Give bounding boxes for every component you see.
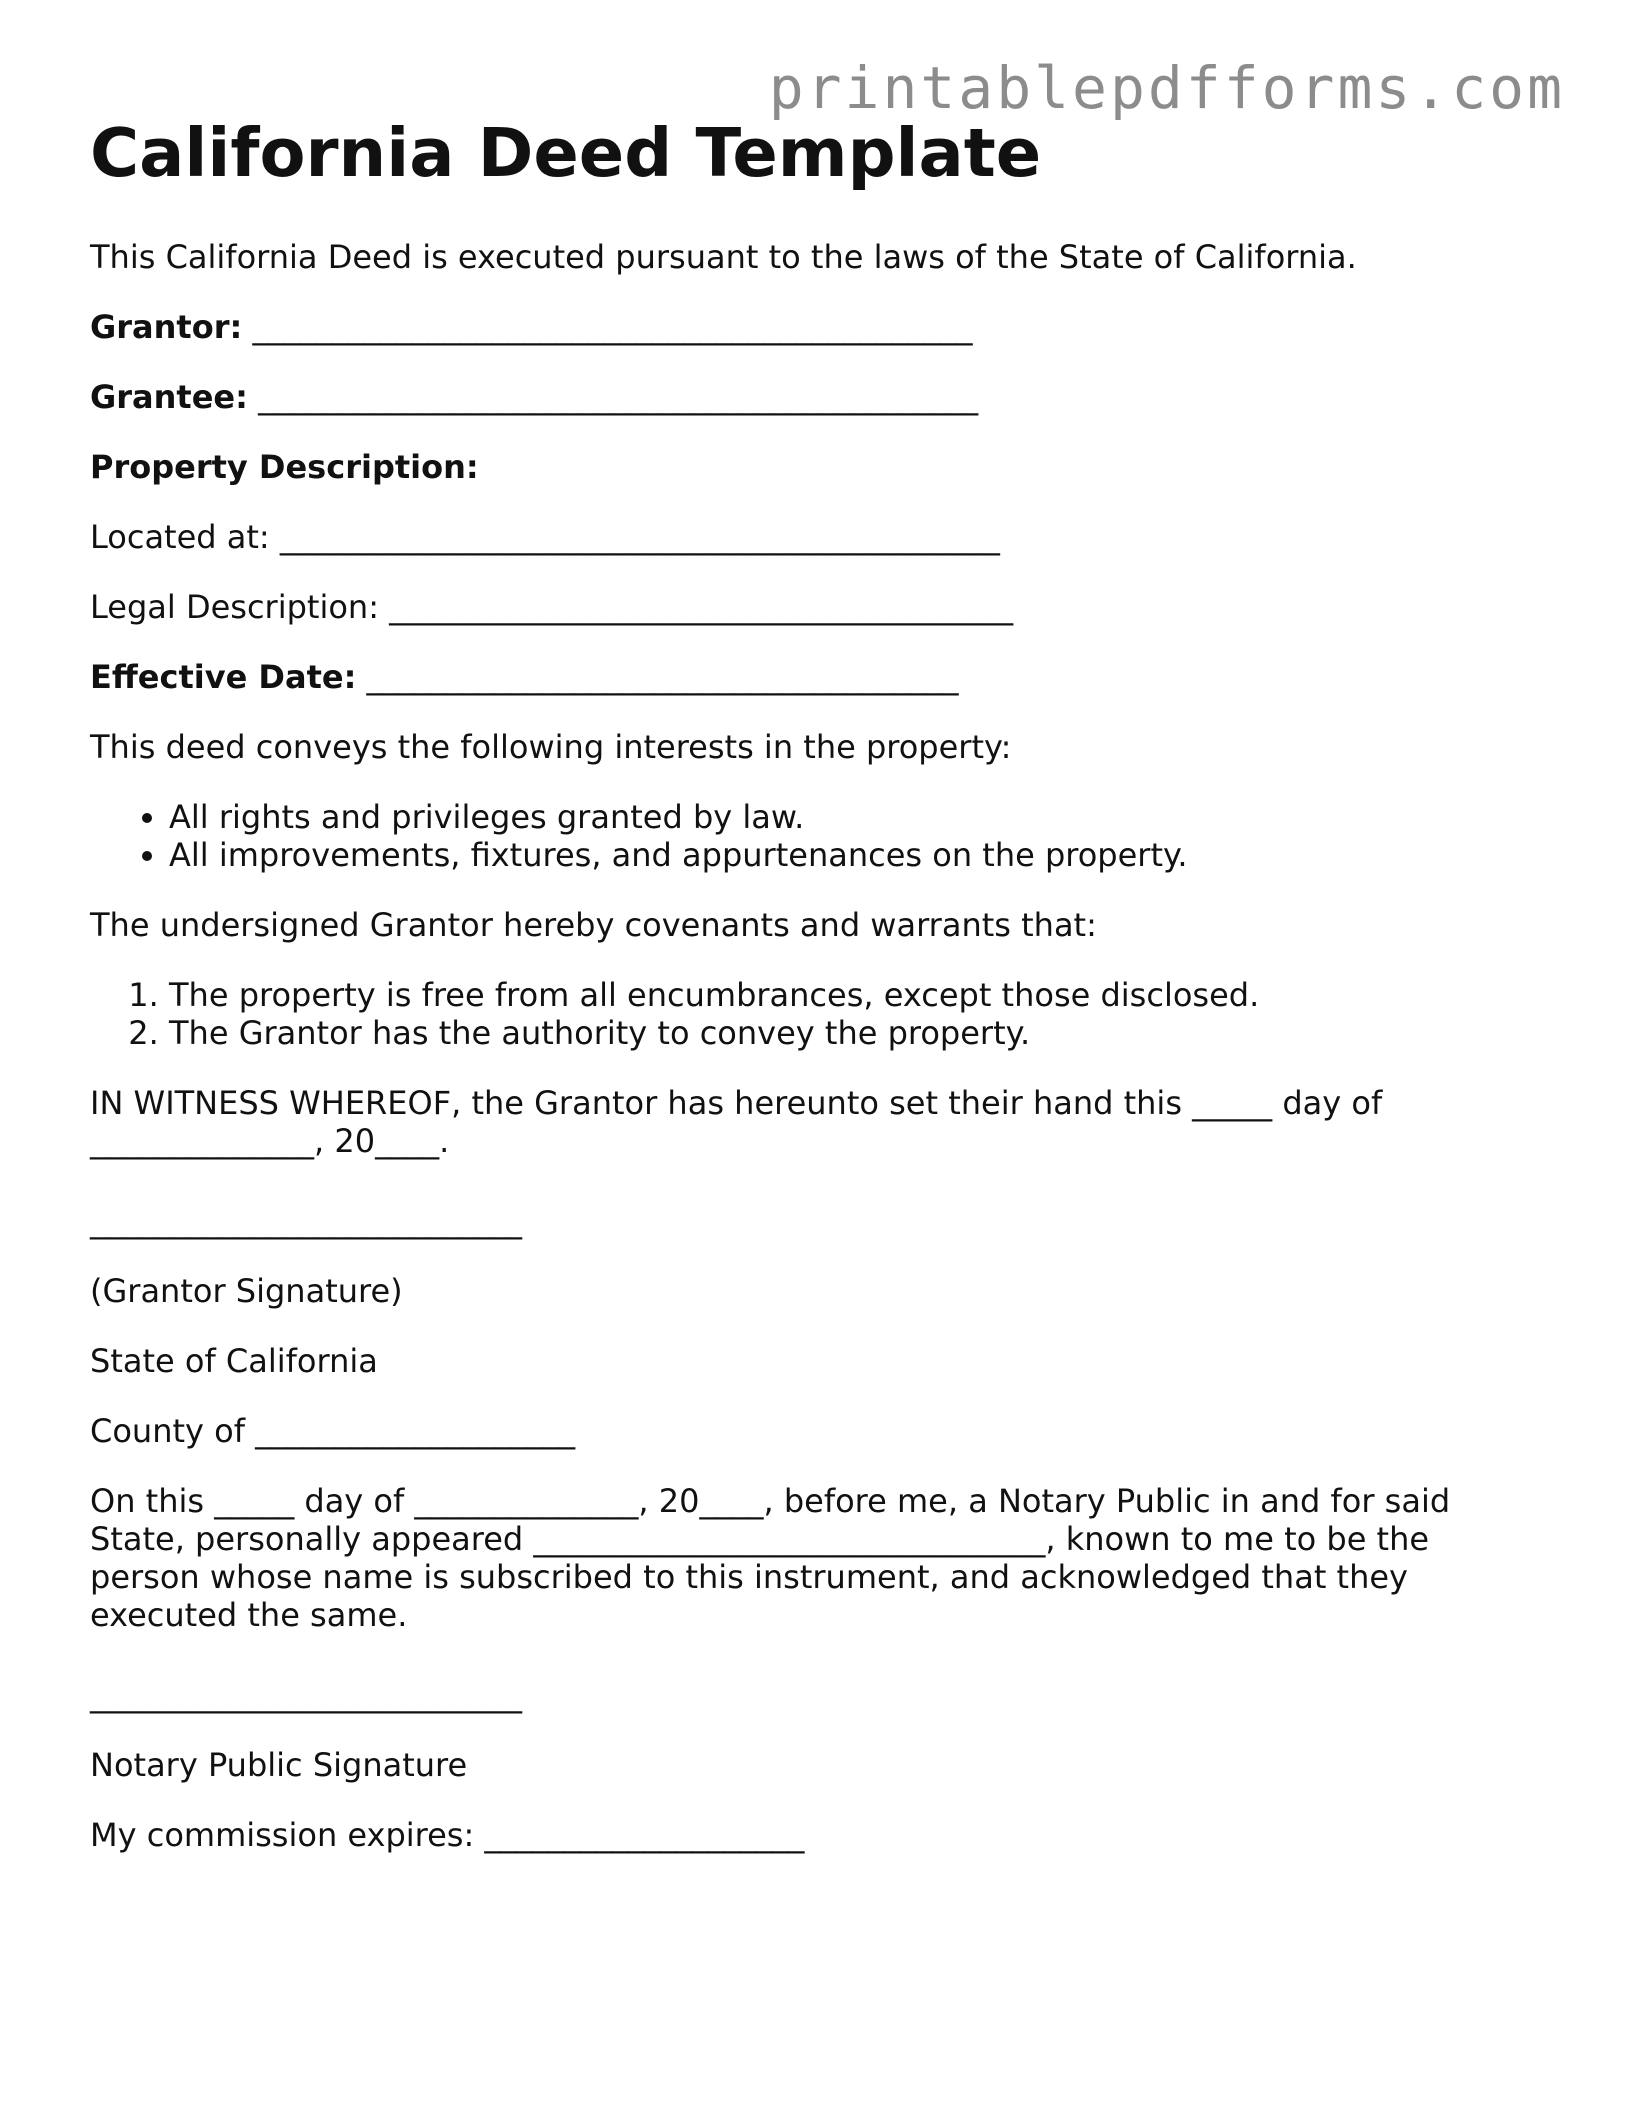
- effective-date-label: Effective Date:: [90, 658, 357, 696]
- located-at-blank: _____________________________________________: [279, 518, 1000, 556]
- witness-paragraph: IN WITNESS WHEREOF, the Grantor has hereunto set their hand this _____ day of ______________, 20____.: [90, 1084, 1383, 1160]
- commission-expires-field: My commission expires: ____________________: [90, 1816, 805, 1854]
- list-item: • All improvements, fixtures, and appurtenances on the property.: [169, 836, 1550, 874]
- located-at-label: Located at:: [90, 518, 270, 556]
- conveys-text: This deed conveys the following interests in the property:: [90, 728, 1012, 766]
- covenant-text: The undersigned Grantor hereby covenants and warrants that:: [90, 906, 1097, 944]
- notary-signature-line: ___________________________: [90, 1676, 522, 1714]
- list-item: • All rights and privileges granted by law.: [169, 798, 1550, 836]
- interests-list: [90, 798, 1550, 874]
- grantor-blank: _____________________________________________: [252, 308, 973, 346]
- grantee-blank: _____________________________________________: [258, 378, 979, 416]
- watermark: printablepdfforms.com: [768, 54, 1565, 122]
- legal-description-blank: _______________________________________: [389, 588, 1014, 626]
- grantee-label: Grantee:: [90, 378, 248, 416]
- list-item: 1. The property is free from all encumbrances, except those disclosed.: [169, 976, 1550, 1014]
- grantor-signature-label: (Grantor Signature): [90, 1272, 403, 1310]
- covenants-list: [90, 976, 1550, 1052]
- notary-paragraph: On this _____ day of ______________, 20____, before me, a Notary Public in and for said State, personally appeared ________________________________, known to me to be the person whose name is subscribed to this instrument, and acknowledged that they executed the same.: [90, 1482, 1451, 1634]
- property-description-heading: Property Description:: [90, 448, 479, 486]
- effective-date-field: [90, 658, 1550, 696]
- state-text: State of California: [90, 1342, 378, 1380]
- page-title: California Deed Template: [90, 114, 1042, 192]
- grantor-field: [90, 308, 1550, 346]
- notary-signature-label: Notary Public Signature: [90, 1746, 468, 1784]
- list-item: 2. The Grantor has the authority to convey the property.: [169, 1014, 1550, 1052]
- located-at-field: [90, 518, 1550, 556]
- legal-description-field: [90, 588, 1550, 626]
- grantor-label: Grantor:: [90, 308, 243, 346]
- grantee-field: [90, 378, 1550, 416]
- document-body: [90, 110, 1550, 1886]
- effective-date-blank: _____________________________________: [366, 658, 959, 696]
- county-field: County of ____________________: [90, 1412, 576, 1450]
- legal-description-label: Legal Description:: [90, 588, 379, 626]
- intro-text: This California Deed is executed pursuant to the laws of the State of California.: [90, 238, 1357, 276]
- grantor-signature-line: ___________________________: [90, 1202, 522, 1240]
